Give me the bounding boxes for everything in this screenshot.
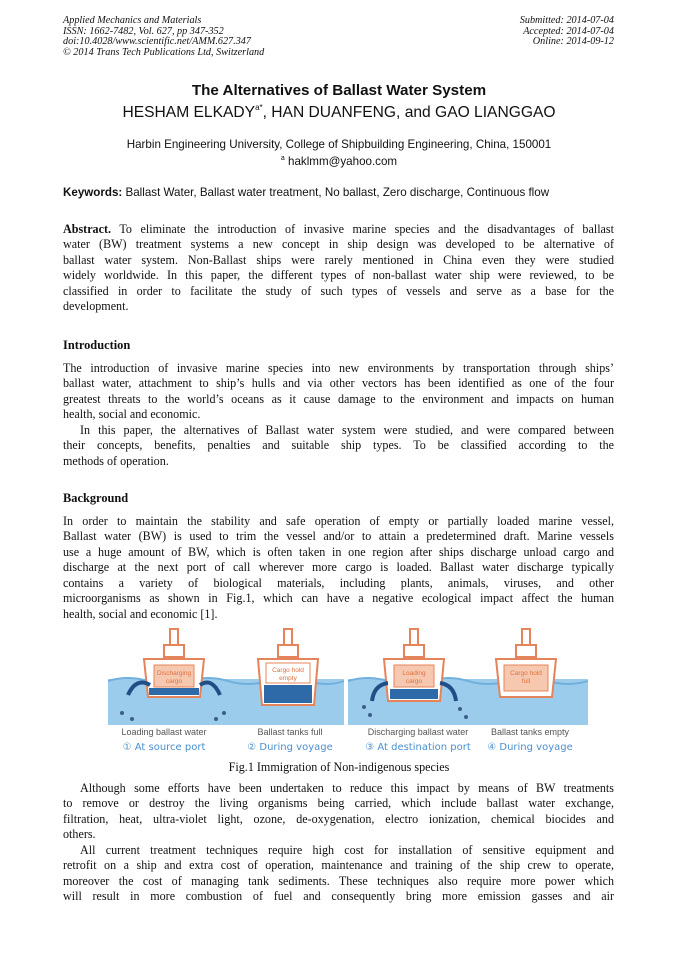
text-line: retrofit on a ship and extra cost of operation, maintenance and training of the ship crew to operate, — [63, 858, 614, 873]
paper-title: The Alternatives of Ballast Water System — [191, 82, 487, 99]
ballast-water-figure — [108, 625, 588, 756]
introduction-body — [63, 361, 614, 469]
organism — [222, 711, 226, 715]
text-line: their concepts, benefits, penalties and suitable ship types. To be classified according to the — [63, 438, 614, 453]
ship-mast — [522, 629, 530, 645]
text-line: filtration, heat, ultra-violet light, ozone, de-oxygenation, electro ionization, chemical biocides and — [63, 811, 614, 826]
issn-line: ISSN: 1662-7482, Vol. 627, pp 347-352 — [63, 25, 224, 37]
other-authors: , HAN DUANFENG, and GAO LIANGGAO — [262, 104, 556, 121]
organism — [464, 715, 468, 719]
ballast-tank — [149, 688, 199, 695]
stage-subtitle: ① At source port — [122, 742, 206, 753]
ship-bridge — [164, 645, 184, 657]
cargo-label: cargo — [165, 678, 183, 685]
cargo-label: Cargo hold — [272, 667, 304, 674]
text-line: In order to maintain the stability and safe operation of empty or partially loaded marine vessel, — [63, 514, 614, 528]
text-line: use a huge amount of BW, which is often taken in one region after ships discharge unload cargo and — [63, 544, 614, 559]
ship-bridge — [516, 645, 536, 657]
stage-title: Discharging ballast water — [367, 727, 469, 737]
copyright-line: © 2014 Trans Tech Publications Ltd, Switzerland — [63, 46, 265, 58]
journal-header-left — [63, 16, 264, 58]
text-line: to remove or destroy the living organisms being carried, which include ballast water exchange, — [63, 796, 614, 811]
text-line: All current treatment techniques require high cost for installation of sensitive equipment and — [80, 842, 614, 857]
text-line: ballast water, attachment to ship’s hulls and via other vectors has been identified as one of the four — [63, 376, 614, 391]
journal-name: Applied Mechanics and Materials — [63, 15, 202, 26]
text-line: others. — [63, 827, 96, 842]
text-line: In this paper, the alternatives of Ballast water system were studied, and were compared between — [80, 422, 614, 437]
cargo-label: cargo — [405, 678, 423, 685]
abstract — [63, 222, 614, 315]
cargo-label: empty — [279, 675, 297, 682]
doi-line: doi:10.4028/www.scientific.net/AMM.627.347 — [63, 36, 251, 48]
cargo-label: Loading — [402, 670, 426, 677]
stage-title: Loading ballast water — [121, 727, 207, 737]
organism — [214, 717, 218, 721]
author-1-marker: a* — [255, 103, 263, 112]
introduction-heading: Introduction — [63, 338, 131, 352]
treatment-body — [63, 781, 614, 905]
text-line: discharge at the next port of call wherever more cargo is loaded. Ballast water discharge typically — [63, 560, 614, 575]
background-body — [63, 514, 614, 622]
text-line: Although some efforts have been undertaken to reduce this impact by means of BW treatments — [80, 781, 614, 795]
abstract-line: widely worldwide. In this paper, the different types of non-ballast water ship were reviewed, to be — [63, 268, 614, 283]
text-line: Ballast water (BW) is used to trim the vessel and/or to attain a predetermined draft. Marine vessels — [63, 529, 614, 544]
abstract-line: Abstract. To eliminate the introduction of invasive marine species and the disadvantages of ballast — [63, 222, 614, 236]
keywords — [63, 186, 623, 199]
text-line: The introduction of invasive marine species into new environments by transportation through ships’ — [63, 361, 614, 375]
author-list — [0, 103, 678, 122]
author-email: haklmm@yahoo.com — [284, 155, 398, 168]
text-line: microorganisms as shown in Fig.1, which can have a negative ecological impact affect the human — [63, 591, 614, 606]
online-date: Online: 2014-09-12 — [532, 36, 614, 48]
stage-title: Ballast tanks empty — [490, 727, 570, 737]
stage-subtitle: ② During voyage — [247, 742, 333, 753]
background-heading: Background — [63, 491, 129, 505]
ship-bridge — [278, 645, 298, 657]
abstract-label: Abstract. — [63, 222, 112, 236]
stage-subtitle: ④ During voyage — [487, 742, 573, 753]
organism — [458, 707, 462, 711]
organism — [130, 717, 134, 721]
journal-header-right — [520, 16, 614, 48]
ship-mast — [410, 629, 418, 645]
text-line: greatest threats to the world’s oceans as it cause damage to the environment and impacts on human — [63, 391, 614, 406]
text-line: health, social and economic [1]. — [63, 606, 218, 621]
accepted-date: Accepted: 2014-07-04 — [523, 25, 614, 37]
stage-subtitle: ③ At destination port — [365, 742, 471, 753]
ship-voyage-empty-ballast — [496, 629, 556, 697]
text-line: health, social and economic. — [63, 407, 201, 422]
cargo-label: Cargo hold — [510, 670, 542, 677]
text-line: will result in more combustion of fuel and consequently bring more emission gasses and air — [63, 889, 614, 904]
stage-title: Ballast tanks full — [257, 727, 323, 737]
ship-voyage-full-ballast — [258, 629, 318, 705]
email-line — [0, 152, 678, 169]
text-line: methods of operation. — [63, 453, 169, 468]
abstract-line: water (BW) treatment systems a new concept in ship design was developed to be alternative of — [63, 237, 614, 252]
affiliation-block — [0, 138, 678, 169]
ballast-tank — [390, 689, 438, 699]
keywords-label: Keywords: — [63, 186, 123, 199]
cargo-label: Discharging — [156, 670, 192, 677]
abstract-line: ballast water system. Non-Ballast ships were rarely mentioned in China even they were studied — [63, 252, 614, 267]
text-line: contains a variety of biological materials, including plants, animals, viruses, and other — [63, 575, 614, 590]
abstract-line: development. — [63, 299, 129, 314]
affiliation: Harbin Engineering University, College of Shipbuilding Engineering, China, 150001 — [126, 138, 552, 151]
ship-mast — [170, 629, 178, 645]
ship-mast — [284, 629, 292, 645]
organism — [368, 713, 372, 717]
organism — [120, 711, 124, 715]
keywords-text: Ballast Water, Ballast water treatment, No ballast, Zero discharge, Continuous flow — [122, 186, 550, 199]
abstract-line: classified in order to facilitate the study of such types of vessels and serve as a base for the — [63, 283, 614, 298]
organism — [362, 705, 366, 709]
figure-caption: Fig.1 Immigration of Non-indigenous species — [228, 760, 450, 774]
submitted-date: Submitted: 2014-07-04 — [519, 15, 614, 26]
ballast-tank — [264, 685, 312, 703]
text-line: moreover the cost of managing tank sediments. These techniques also require more power which — [63, 873, 614, 888]
ship-bridge — [404, 645, 424, 657]
author-1: HESHAM ELKADY — [122, 104, 256, 121]
cargo-label: full — [521, 678, 531, 685]
email-marker: a — [280, 155, 285, 162]
